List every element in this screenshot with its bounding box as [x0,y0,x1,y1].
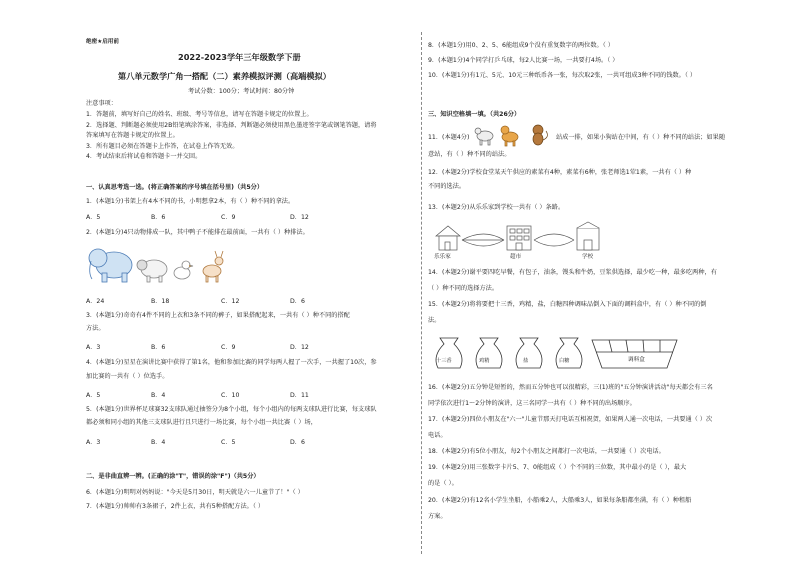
page-title-1: 2022-2023学年三年级数学下册 [178,52,301,62]
question-11-cont: 站成一排，如果小狗站在中间，有（ ）种不同的站法；如果随 [556,134,726,141]
q1-option-c[interactable]: C．9 [221,214,236,221]
page-title-2: 第八单元数学广角一搭配（二）素养模拟评测（高端模拟） [118,71,331,81]
note-line: 1．答题前，填写好自己的姓名、班级、考号等信息，请写在答题卡规定的位置上。 [86,111,313,118]
duck-icon [174,261,193,279]
q1-option-a[interactable]: A．5 [86,214,101,221]
section3-heading: 三、知识空格填一填。（共26分） [428,111,521,118]
question-5: 5．(本题1分)世界杯足球赛32支球队通过抽签分为8个小组，每个小组内的每两支球队进行比赛，每支球队 [86,406,377,413]
q5-option-b[interactable]: B．4 [151,439,166,446]
map-label-school: 学校 [582,254,594,260]
exam-info: 考试分数：100分；考试时间：80分钟 [188,88,295,95]
column-divider [421,32,422,554]
q2-option-a[interactable]: A．24 [86,298,105,305]
q3-option-a[interactable]: A．3 [86,344,101,351]
supermarket-icon [507,226,531,250]
bag-label: 鸡精 [479,358,490,364]
bag-label: 十三香 [436,358,452,364]
q4-option-a[interactable]: A．5 [86,392,101,399]
map-label-store: 超市 [510,254,522,260]
question-4-cont: 加比赛的一共有（ ）位选手。 [86,373,169,380]
question-18: 18．(本题2分)有5位小朋友，每2个小朋友之间都打一次电话，一共要通（ ）次电话。 [428,448,665,455]
question-14-cont: （ ）种不同的选择方法。 [428,285,499,292]
animals-illustration [86,243,236,285]
box-label: 调料盒 [628,357,645,363]
q2-option-c[interactable]: C．12 [221,298,240,305]
question-5-cont: 都必须和同小组的其他三支球队进行且只进行一场比赛，每个小组一共比赛（ ）场， [86,419,317,426]
section1-heading: 一、认真思考选一选。(将正确答案的序号填在括号里)（共5分） [86,184,264,191]
question-17-cont: 电话。 [428,432,447,439]
q11-animals [474,123,554,147]
question-3: 3．(本题1分)奇奇有4件不同的上衣和3条不同的裤子，如果搭配起来，一共有（ ）种不同的搭配 [86,312,350,319]
question-12: 12．(本题2分)学校食堂某天午供应的素菜有4种，素菜有6种，张老师选1荤1素，一共有（ ）种 [428,169,692,176]
question-11: 11．(本题4分) [428,134,470,141]
question-16: 16．(本题2分)五分钟是短暂的，然而五分钟也可以很精彩，三(1)班的"五分钟演讲活动"每天都会有三名 [428,384,713,391]
question-11-cont2: 意站，有（ ）种不同的站法。 [428,151,511,158]
note-line: 4．考试结束后将试卷和答题卡一并交回。 [86,153,202,160]
question-1: 1．(本题1分)书架上有4本不同的书，小明想拿2本，有（ ）种不同的拿法。 [86,198,295,205]
question-9: 9．(本题1分)4个同学打乒乓球，每2人比赛一场，一共要打4场。（ ） [428,57,619,64]
note-line: 3．所有题目必须在答题卡上作答，在试卷上作答无效。 [86,143,239,150]
question-12-cont: 不同的选法。 [428,183,466,190]
question-19-cont: 的是（ ）。 [428,480,458,487]
question-2: 2．(本题1分)4只动物排成一队，其中鸭子不能排在最前面，一共有（ ）种排法。 [86,229,309,236]
bag-label: 盐 [523,358,529,364]
bag-label: 白糖 [559,358,570,364]
question-4: 4．(本题1分)星星在演讲比赛中获得了第1名，他和参加比赛的同学每两人握了一次手，一共握了10次，参 [86,359,377,366]
school-icon [577,222,599,250]
q5-option-d[interactable]: D．6 [290,439,305,446]
q1-option-d[interactable]: D．12 [290,214,309,221]
q3-option-d[interactable]: D．12 [290,344,309,351]
question-8: 8．(本题1分)用0、2、5、6能组成9个没有重复数字的两位数。（ ） [428,42,614,49]
question-3-cont: 方法。 [86,325,105,332]
q1-option-b[interactable]: B．6 [151,214,166,221]
q5-option-a[interactable]: A．3 [86,439,101,446]
q2-option-b[interactable]: B．18 [151,298,170,305]
secret-label: 绝密★启用前 [86,39,119,45]
dog-icon [501,126,518,146]
note-line: 2．选择题、判断题必须使用2B铅笔填涂答案，非选择、判断题必须使用黑色墨迹签字笔或钢笔答题，请将 [86,122,377,129]
question-15-cont: 法。 [428,317,441,324]
sheep-icon [137,260,167,282]
q4-option-b[interactable]: B．4 [151,392,166,399]
q4-option-d[interactable]: D．11 [290,392,309,399]
monkey-icon [533,125,547,145]
bag-icon [516,338,542,368]
q4-option-c[interactable]: C．10 [221,392,240,399]
note-line: 答案填写在答题卡规定的位置上。 [86,132,179,139]
question-20-cont: 方案。 [428,513,447,520]
question-10: 10．(本题1分)有1元、5元、10元三种纸币各一张，每次取2张，一共可组成3种不同的钱数。（ ） [428,72,697,79]
goat-icon [475,128,493,145]
question-6: 6．(本题1分)明明对妈妈说："今天是5月30日，明天就是六一儿童节了！"（ ） [86,489,304,496]
section2-heading: 二、是非曲直辨一辨。(正确的涂"T"，错误的涂"F")（共5分） [86,473,260,480]
q2-option-d[interactable]: D．6 [290,298,305,305]
notes-heading: 注意事项： [86,100,117,107]
question-14: 14．(本题2分)谢平要四吃早餐，有包子，油条，馒头和牛奶，豆浆供选择，最少吃一种，最多吃两种，有 [428,269,717,276]
question-19: 19．(本题2分)用三张数字卡片5、7、0能组成（ ）个不同的三位数，其中最小的是（ ），最大 [428,464,687,471]
question-16-cont: 同学依次进行1～2分钟的演讲，这三名同学一共有（ ）种不同的出场顺序。 [428,400,636,407]
question-20: 20．(本题2分)有12名小学生坐船，小船乘2人，大船乘3人，如果每条船都坐满，有（ ）种租船 [428,497,692,504]
question-7: 7．(本题1分)帅帅有3条裙子，2件上衣，共有5种搭配方法。（ ） [86,503,265,510]
question-13: 13．(本题2分)从乐乐家到学校一共有（ ）条路。 [428,204,565,211]
deer-icon [203,251,223,282]
q3-option-c[interactable]: C．9 [221,344,236,351]
question-17: 17．(本题2分)四位小朋友在"六一"儿童节那天打电话互相祝贺，如果两人通一次电话，一共要通（ ）次 [428,416,713,423]
q5-option-c[interactable]: C．5 [221,439,236,446]
elephant-icon [89,249,132,282]
q3-option-b[interactable]: B．6 [151,344,166,351]
seasoning-diagram [432,332,682,372]
map-label-home: 乐乐家 [434,254,451,260]
house-icon [436,226,460,250]
question-15: 15．(本题2分)将将要把十三香，鸡精，盐，白糖四种调味品倒入下面的调料盒中，有（ ）种不同的倒 [428,301,707,308]
